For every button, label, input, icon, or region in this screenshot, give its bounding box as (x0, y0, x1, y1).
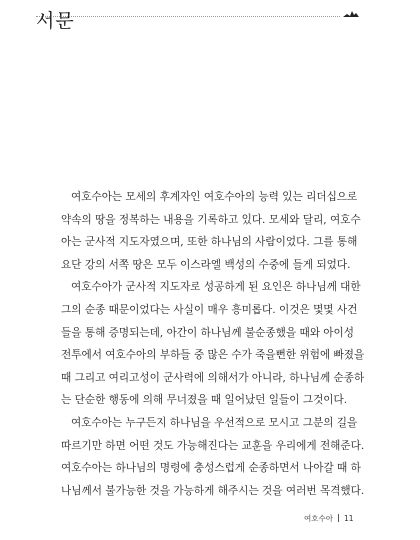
text-line: 따르기만 하면 어떤 것도 가능해진다는 교훈을 우리에게 전해준다. (61, 439, 365, 452)
preface-body (61, 186, 379, 502)
running-book-title: 여호수아 (304, 514, 333, 523)
text-line: 는 단순한 행동에 의해 무너졌을 때 일어났던 일들이 그것이다. (61, 394, 348, 407)
bird-mark-icon (342, 9, 360, 19)
text-line: 약속의 땅을 정복하는 내용을 기록하고 있다. 모세와 달리, 여호수 (61, 213, 361, 226)
footer-separator (338, 514, 339, 522)
paragraph (61, 276, 379, 412)
text-line: 아는 군사적 지도자였으며, 또한 하나님의 사람이었다. 그를 통해 (61, 236, 358, 249)
title-divider (36, 16, 340, 17)
text-line: 때 그리고 여리고성이 군사력에 의해서가 아니라, 하나님께 순종하 (61, 371, 365, 384)
paragraph (61, 412, 379, 502)
text-line: 여호수아는 누구든지 하나님을 우선적으로 모시고 그분의 길을 (71, 416, 358, 429)
text-line: 나님께서 불가능한 것을 가능하게 해주시는 것을 여러번 목격했다. (61, 484, 365, 497)
paragraph (61, 186, 379, 276)
page-number: 11 (343, 514, 354, 523)
text-line: 여호수아는 하나님의 명령에 충성스럽게 순종하면서 나아갈 때 하 (61, 462, 361, 475)
text-line: 요단 강의 서쪽 땅은 모두 이스라엘 백성의 수중에 들게 되었다. (61, 258, 351, 271)
text-line: 여호수아는 모세의 후계자인 여호수아의 능력 있는 리더십으로 (71, 191, 358, 203)
text-line: 여호수아가 군사적 지도자로 성공하게 된 요인은 하나님께 대한 (71, 281, 361, 294)
page-title: 서문 (36, 10, 75, 32)
text-line: 그의 순종 때문이었다는 사실이 매우 흥미롭다. 이것은 몇몇 사건 (61, 303, 358, 316)
text-line: 들을 통해 증명되는데, 아간이 하나님께 불순종했을 때와 아이성 (61, 326, 355, 339)
page-footer (304, 513, 354, 524)
text-line: 전투에서 여호수아의 부하들 중 많은 수가 죽을뻔한 위험에 빠졌을 (61, 349, 365, 362)
